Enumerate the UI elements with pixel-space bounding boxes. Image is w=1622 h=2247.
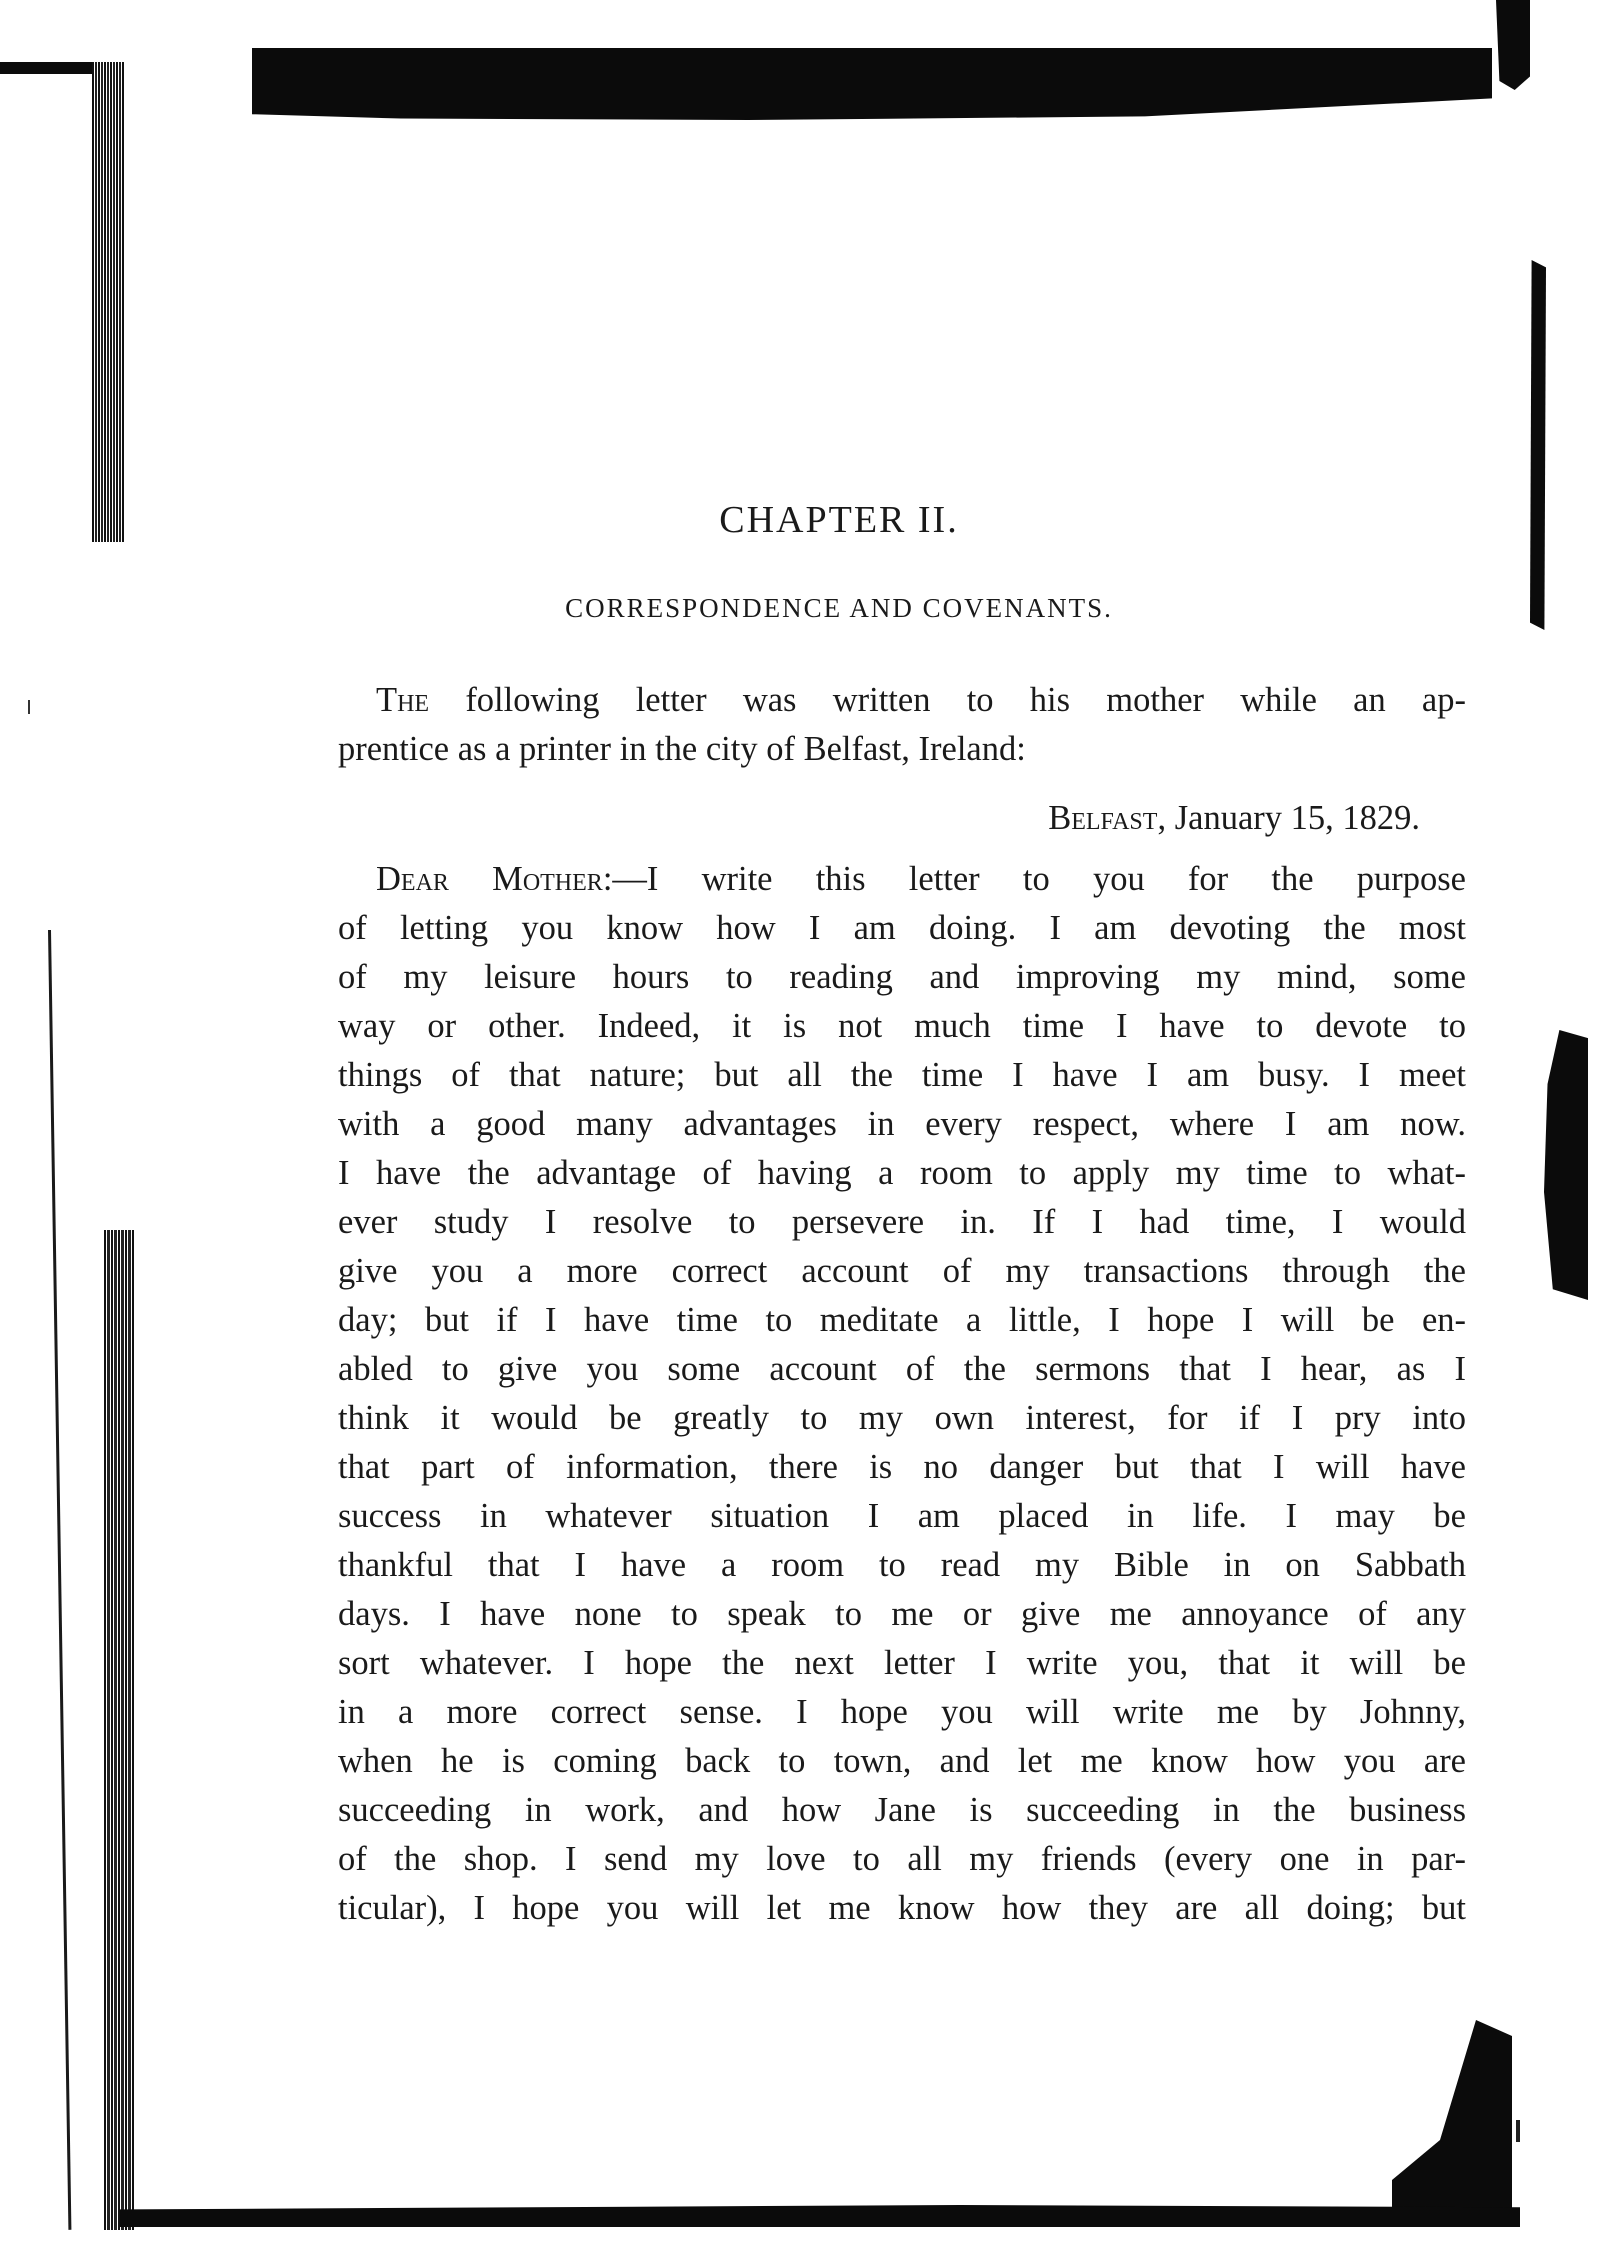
letter-line: think it would be greatly to my own interest, for if I pry into xyxy=(338,1399,1466,1437)
scan-binding-upper xyxy=(92,62,124,542)
scan-binding-lower xyxy=(104,1230,134,2230)
letter-line xyxy=(338,855,1466,904)
scan-shadow-top-corner xyxy=(1496,0,1530,90)
intro-line: prentice as a printer in the city of Belfast, Ireland: xyxy=(338,730,1026,768)
letter-line: that part of information, there is no danger but that I will have xyxy=(338,1448,1466,1486)
letter-line: when he is coming back to town, and let me know how you are xyxy=(338,1742,1466,1780)
scan-shadow-top xyxy=(252,48,1492,120)
letter-line: sort whatever. I hope the next letter I write you, that it will be xyxy=(338,1644,1466,1682)
dateline-place: Belfast xyxy=(1048,799,1158,837)
letter-line: of my leisure hours to reading and improving my mind, some xyxy=(338,958,1466,996)
letter-line: give you a more correct account of my transactions through the xyxy=(338,1252,1466,1290)
letter-line: ticular), I hope you will let me know how they are all doing; but xyxy=(338,1889,1466,1927)
letter-salutation: Dear Mother xyxy=(376,860,603,898)
page-body xyxy=(338,676,1466,1933)
letter-line: in a more correct sense. I hope you will write me by Johnny, xyxy=(338,1693,1466,1731)
letter-line: success in whatever situation I am placed in life. I may be xyxy=(338,1497,1466,1535)
scan-edge-line-left xyxy=(48,930,71,2230)
letter-line: days. I have none to speak to me or give me annoyance of any xyxy=(338,1595,1466,1633)
scan-speck-bottom xyxy=(1516,2120,1520,2142)
intro-lead-word: The xyxy=(376,681,430,719)
letter-line: of the shop. I send my love to all my friends (every one in par- xyxy=(338,1840,1466,1878)
scan-shadow-bottom xyxy=(120,2205,1520,2227)
letter-line-text: :—I write this letter to you for the purpose xyxy=(602,860,1466,898)
letter-line: ever study I resolve to persevere in. If I had time, I would xyxy=(338,1203,1466,1241)
letter-line: I have the advantage of having a room to apply my time to what- xyxy=(338,1154,1466,1192)
intro-line-text: following letter was written to his mother while an ap- xyxy=(429,681,1466,719)
letter-line: way or other. Indeed, it is not much time I have to devote to xyxy=(338,1007,1466,1045)
letter-line: day; but if I have time to meditate a little, I hope I will be en- xyxy=(338,1301,1466,1339)
scan-shadow-right-upper xyxy=(1530,260,1546,630)
letter-line: things of that nature; but all the time I have I am busy. I meet xyxy=(338,1056,1466,1094)
letter-line: with a good many advantages in every respect, where I am now. xyxy=(338,1105,1466,1143)
chapter-title: CHAPTER II. xyxy=(719,499,959,541)
intro-line xyxy=(338,676,1466,725)
chapter-subtitle: CORRESPONDENCE AND COVENANTS. xyxy=(565,593,1113,623)
scan-shadow-bottom-right xyxy=(1392,2020,1512,2220)
letter-line: thankful that I have a room to read my Bible in on Sabbath xyxy=(338,1546,1466,1584)
letter-line: succeeding in work, and how Jane is succeeding in the business xyxy=(338,1791,1466,1829)
letter-line: abled to give you some account of the sermons that I hear, as I xyxy=(338,1350,1466,1388)
letter-line: of letting you know how I am doing. I am devoting the most xyxy=(338,909,1466,947)
scan-shadow-right-middle xyxy=(1544,1030,1588,1300)
dateline-date: , January 15, 1829. xyxy=(1157,799,1420,837)
letter-dateline xyxy=(338,794,1466,843)
scan-speck xyxy=(28,700,30,714)
